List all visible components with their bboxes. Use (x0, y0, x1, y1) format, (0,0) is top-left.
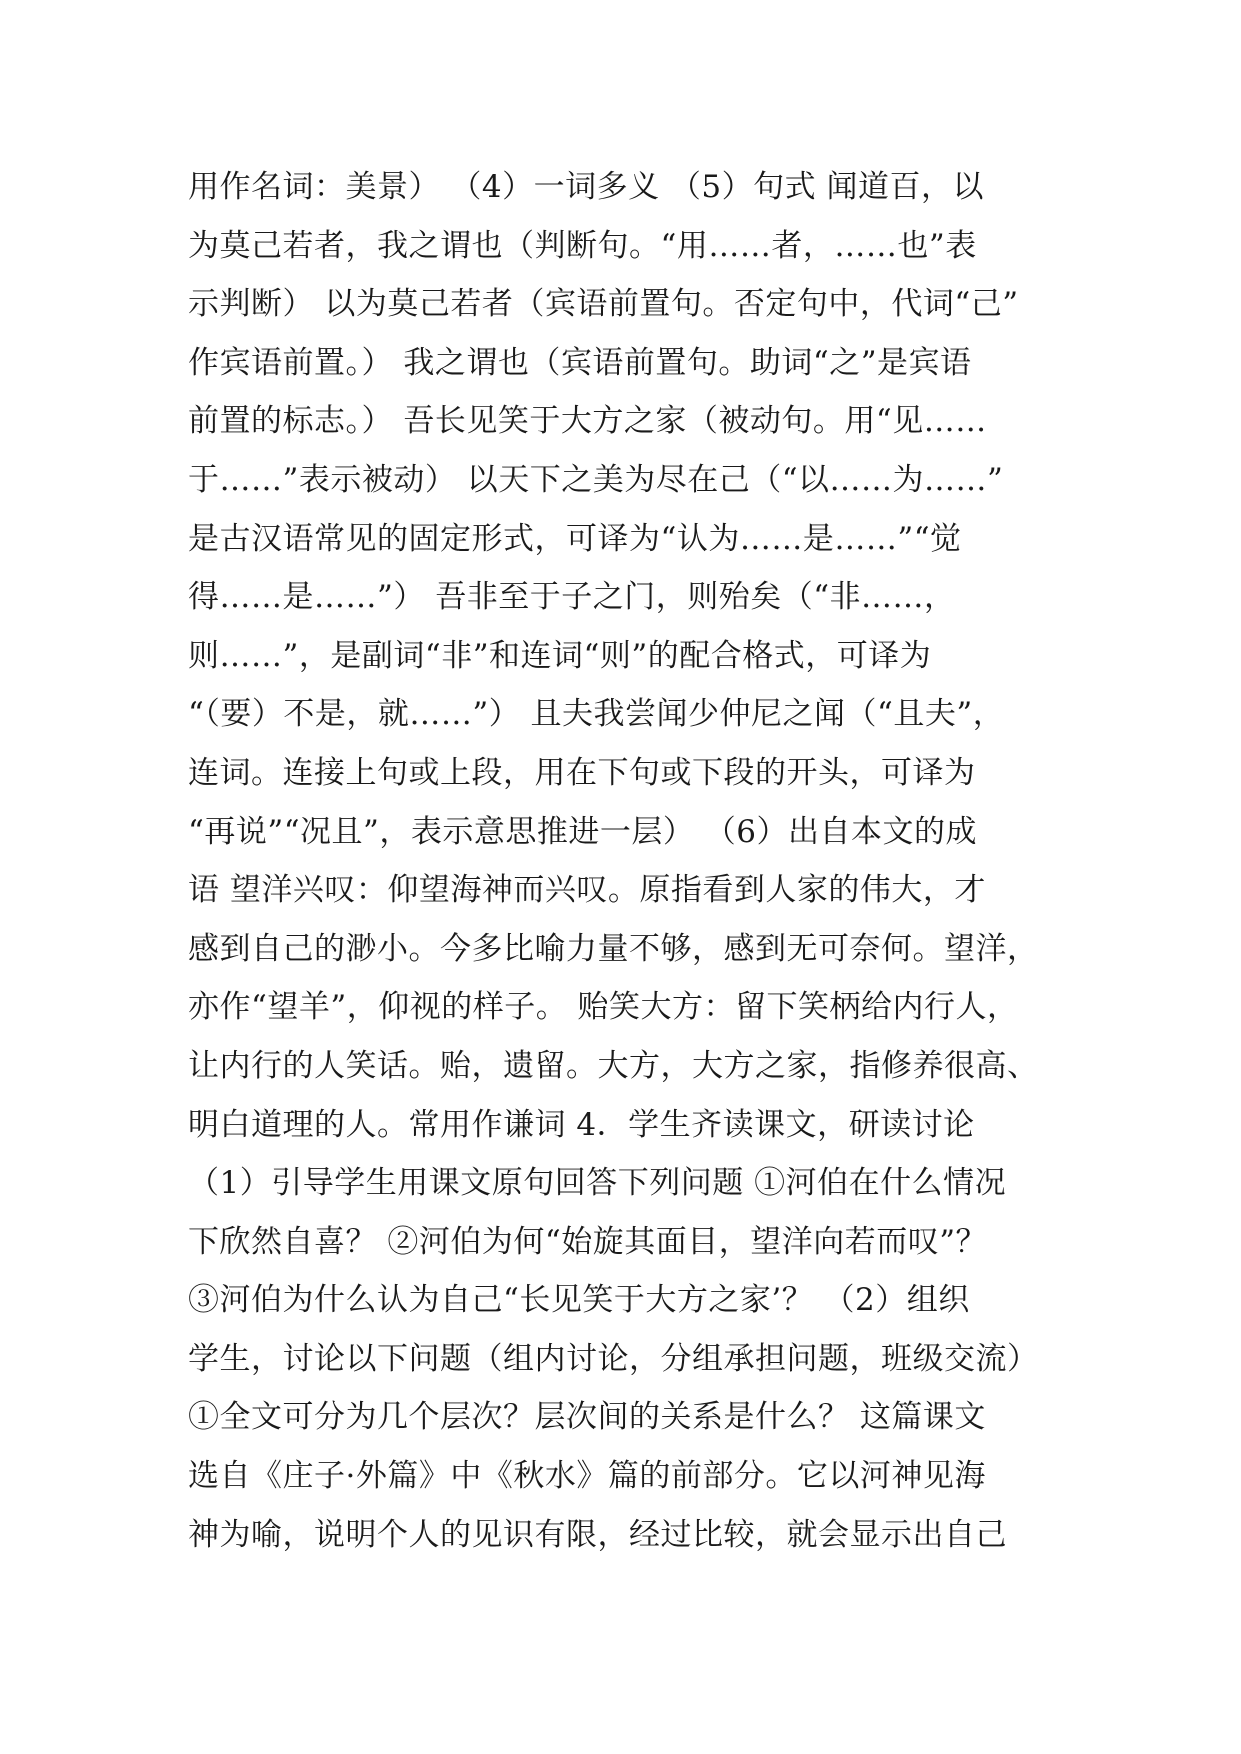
text-line: 语 望洋兴叹：仰望海神而兴叹。原指看到人家的伟大，才 (188, 872, 986, 909)
text-line: 得……是……”） 吾非至于子之门，则殆矣（“非……， (188, 579, 956, 616)
text-line: “（要）不是，就……”） 且夫我尝闻少仲尼之闻（“且夫”， (188, 696, 1005, 733)
text-line: 于……”表示被动） 以天下之美为尽在己（“以……为……” (188, 461, 1004, 498)
text-line: 用作名词：美景） （4）一词多义 （5）句式 闻道百，以 (188, 169, 985, 205)
text-line: 感到自己的渺小。今多比喻力量不够，感到无可奈何。望洋， (188, 930, 1039, 967)
text-line: 下欣然自喜？ ②河伯为何“始旋其面目，望洋向若而叹”？ (188, 1223, 988, 1260)
text-line: 连词。连接上句或上段，用在下句或下段的开头，可译为 (188, 754, 976, 791)
text-line: 让内行的人笑话。贻，遗留。大方，大方之家，指修养很高、 (188, 1047, 1039, 1084)
text-line: 选自《庄子·外篇》中《秋水》篇的前部分。它以河神见海 (188, 1458, 986, 1495)
text-line: 学生，讨论以下问题（组内讨论，分组承担问题，班级交流） (188, 1340, 1039, 1377)
text-line: 是古汉语常见的固定形式，可译为“认为……是……”“觉 (188, 520, 962, 557)
text-line: 则……”，是副词“非”和连词“则”的配合格式，可译为 (188, 637, 932, 674)
text-line: 前置的标志。） 吾长见笑于大方之家（被动句。用“见…… (188, 403, 987, 440)
text-line: （1）引导学生用课文原句回答下列问题 ①河伯在什么情况 (188, 1165, 1007, 1202)
body-text (188, 158, 1068, 1564)
text-line: 示判断） 以为莫己若者（宾语前置句。否定句中，代词“己” (188, 286, 1019, 323)
text-line: 为莫己若者，我之谓也（判断句。“用……者，……也”表 (188, 227, 977, 264)
text-line: 亦作“望羊”，仰视的样子。 贻笑大方：留下笑柄给内行人， (188, 989, 1019, 1026)
text-line: ①全文可分为几个层次？层次间的关系是什么？ 这篇课文 (188, 1399, 986, 1436)
text-line: 明白道理的人。常用作谦词 4．学生齐读课文，研读讨论 (188, 1106, 975, 1143)
text-line: 神为喻，说明个人的见识有限，经过比较，就会显示出自己 (188, 1516, 1007, 1553)
text-line: “再说”“况且”，表示意思推进一层） （6）出自本文的成 (188, 813, 977, 850)
text-line: 作宾语前置。） 我之谓也（宾语前置句。助词“之”是宾语 (188, 344, 972, 381)
text-line: ③河伯为什么认为自己“长见笑于大方之家’？ （2）组织 (188, 1282, 970, 1319)
